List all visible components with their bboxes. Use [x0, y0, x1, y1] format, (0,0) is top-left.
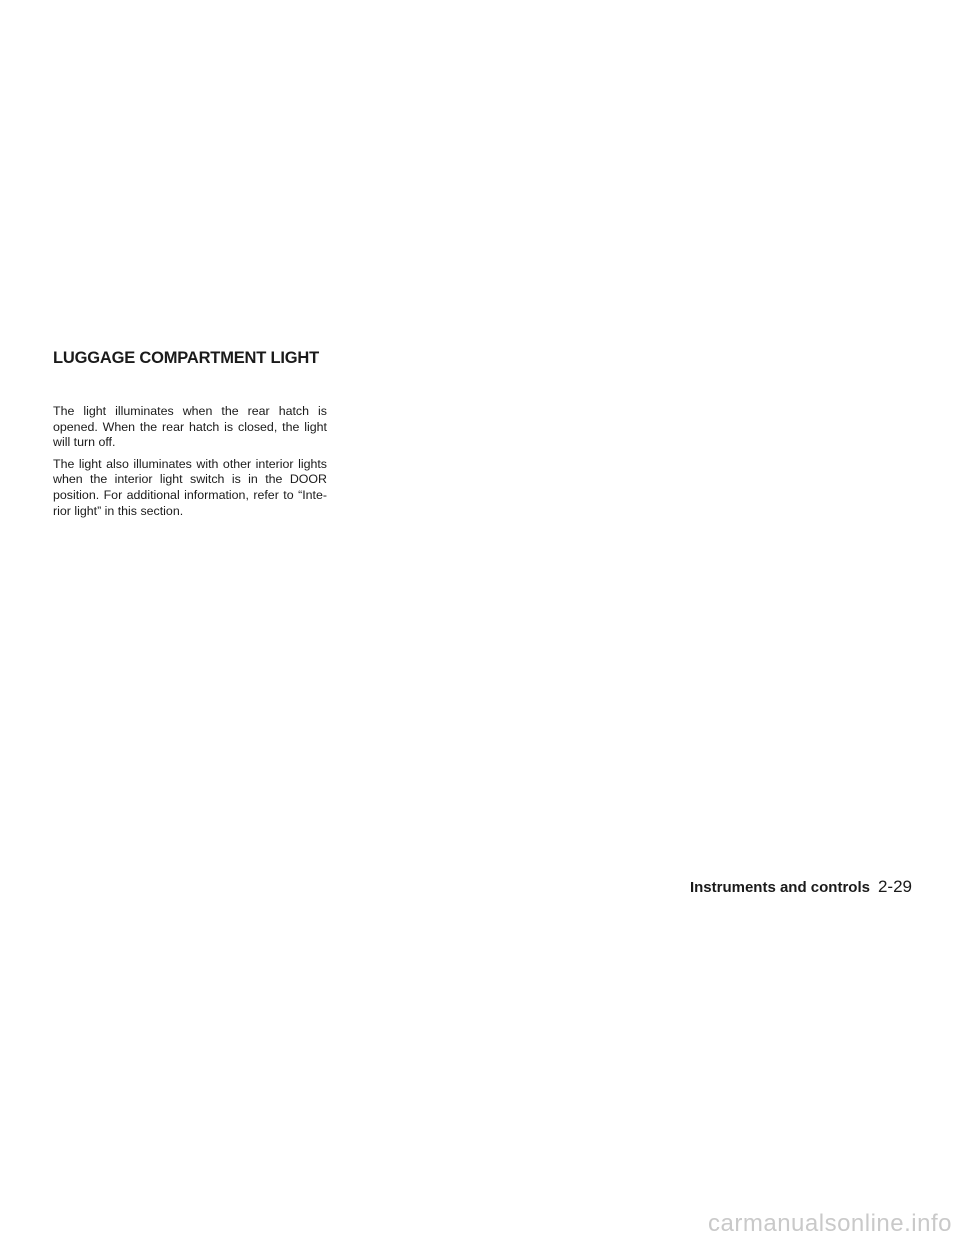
section-heading: LUGGAGE COMPARTMENT LIGHT: [53, 349, 320, 367]
footer-section-name: Instruments and controls: [689, 879, 870, 896]
watermark: carmanualsonline.info: [708, 1210, 952, 1237]
paragraph: The light also illuminates with other interior lights when the interior light switch is in the DOOR position. For additional information, refer to “Inte-rior light” in this section.: [53, 456, 327, 518]
body-text: [53, 404, 327, 525]
page-footer: [690, 877, 912, 897]
page-number: 2-29: [877, 877, 912, 896]
paragraph: The light illuminates when the rear hatch is opened. When the rear hatch is closed, the light will turn off.: [53, 404, 327, 450]
